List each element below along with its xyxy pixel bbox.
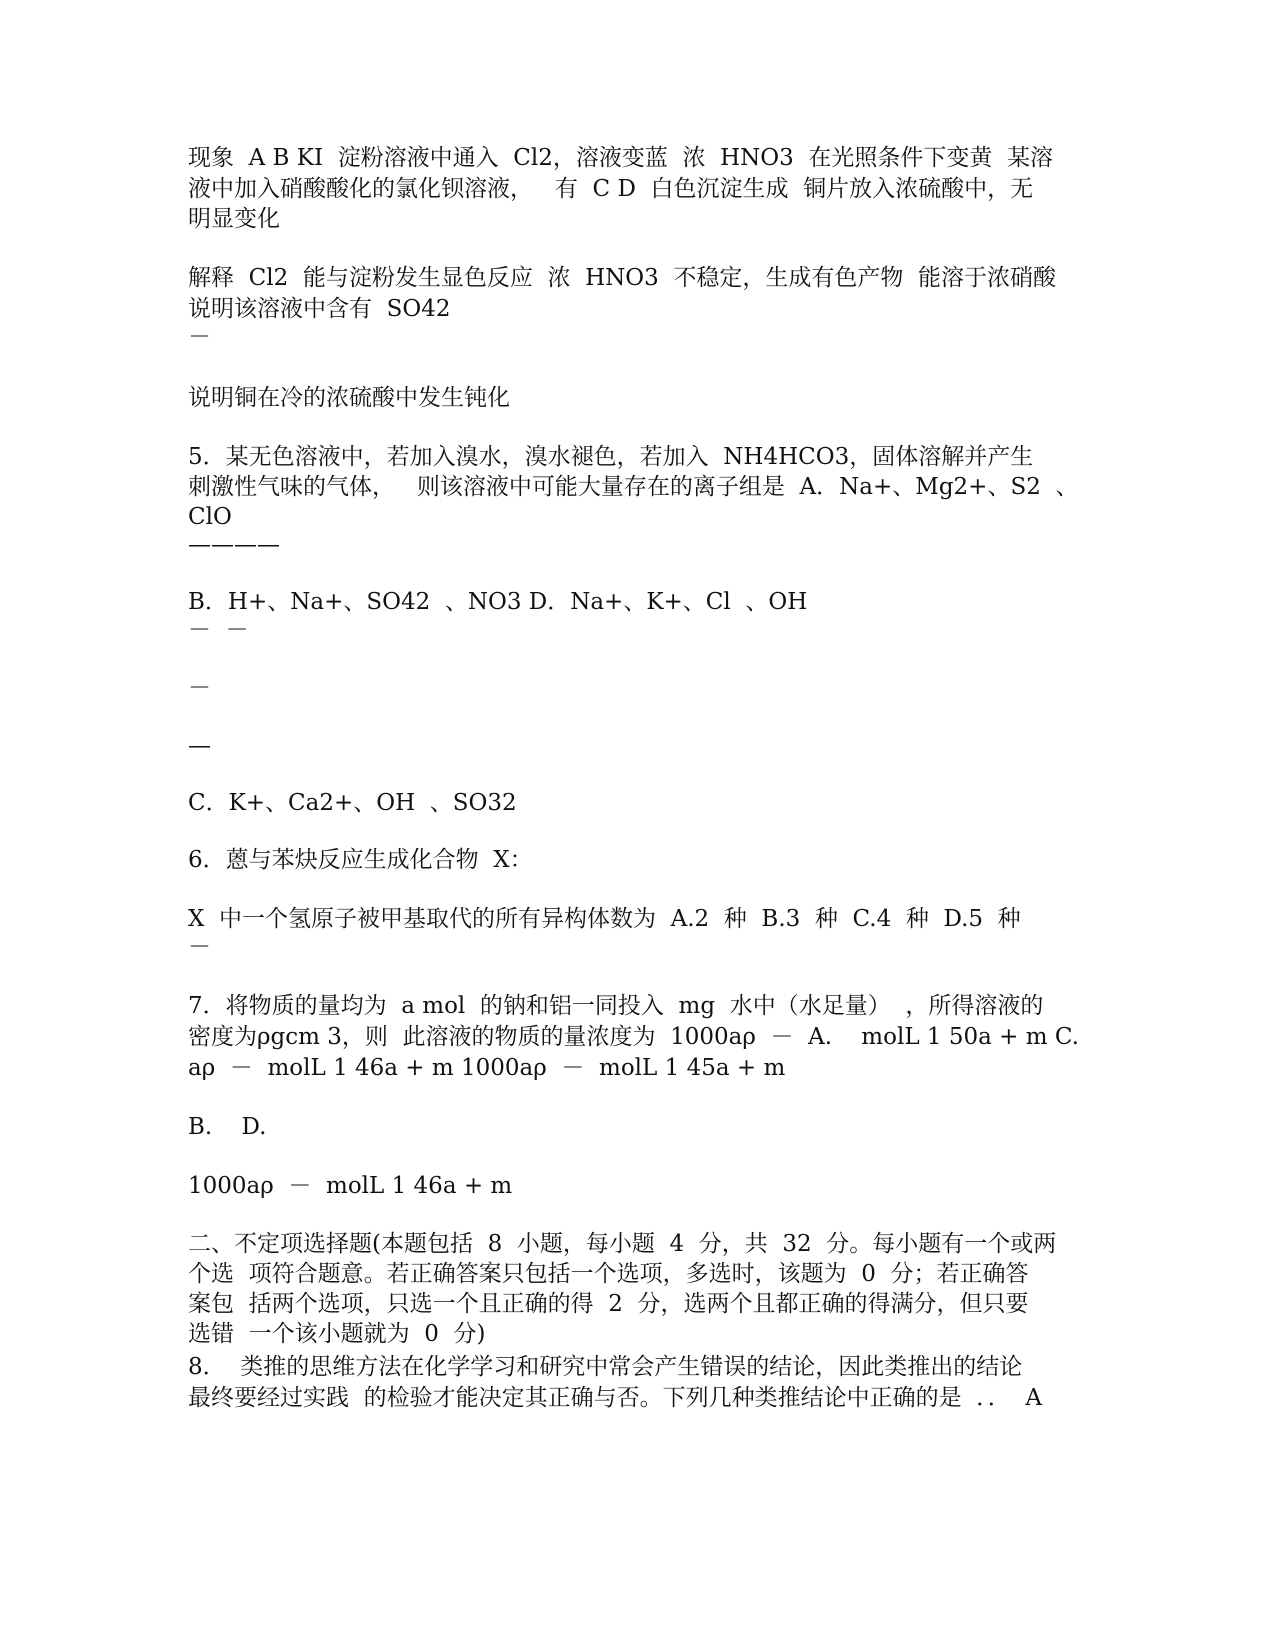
text-line: 6．蒽与苯炔反应生成化合物 X： [188,847,533,873]
text-line: C．K+、Ca2+、OH 、SO32 [188,790,517,816]
text-line: ClO [188,504,232,530]
text-line: 案包 括两个选项，只选一个且正确的得 2 分，选两个且都正确的得满分，但只要 [188,1291,1029,1317]
text-line: B．H+、Na+、SO42 、NO3 D．Na+、K+、Cl 、OH [188,589,808,615]
text-line: 二、不定项选择题(本题包括 8 小题，每小题 4 分，共 32 分。每小题有一个或两 [188,1231,1057,1257]
text-line: 解释 Cl2 能与淀粉发生显色反应 浓 HNO3 不稳定，生成有色产物 能溶于浓硝酸 [188,265,1056,291]
text-line: ———— [188,532,280,558]
text-line: 个选 项符合题意。若正确答案只包括一个选项，多选时，该题为 0 分；若正确答 [188,1261,1029,1287]
text-line: 明显变化 [188,206,280,232]
text-line: 最终要经过实践 的检验才能决定其正确与否。下列几种类推结论中正确的是 ．． A [188,1385,1042,1411]
text-line: B. D. [188,1114,267,1140]
text-line: － [188,324,211,350]
text-line: 说明铜在冷的浓硫酸中发生钝化 [188,385,510,411]
text-line: X 中一个氢原子被甲基取代的所有异构体数为 A.2 种 B.3 种 C.4 种 D.5 种 [188,906,1021,932]
text-line: — [188,733,211,759]
text-line: 选错 一个该小题就为 0 分) [188,1321,486,1347]
text-line: 刺激性气味的气体， 则该溶液中可能大量存在的离子组是 A．Na+、Mg2+、S2 、 [188,474,1079,500]
text-line: － － [188,617,249,643]
text-line: 密度为ρgcm 3，则 此溶液的物质的量浓度为 1000aρ － A. molL 1 50a + m C. [188,1024,1079,1050]
text-line: 8． 类推的思维方法在化学学习和研究中常会产生错误的结论，因此类推出的结论 [188,1354,1023,1380]
text-line: 现象 A B KI 淀粉溶液中通入 Cl2，溶液变蓝 浓 HNO3 在光照条件下变黄 某溶 [188,145,1054,171]
text-line: － [188,675,211,701]
text-line: － [188,934,211,960]
text-line: aρ － molL 1 46a + m 1000aρ － molL 1 45a + m [188,1055,786,1081]
text-line: 5．某无色溶液中，若加入溴水，溴水褪色，若加入 NH4HCO3，固体溶解并产生 [188,444,1034,470]
text-line: 7．将物质的量均为 a mol 的钠和铝一同投入 mg 水中（水足量） ，所得溶液的 [188,993,1044,1019]
text-line: 液中加入硝酸酸化的氯化钡溶液， 有 C D 白色沉淀生成 铜片放入浓硫酸中，无 [188,176,1034,202]
text-line: 1000aρ － molL 1 46a + m [188,1173,513,1199]
text-line: 说明该溶液中含有 SO42 [188,296,451,322]
